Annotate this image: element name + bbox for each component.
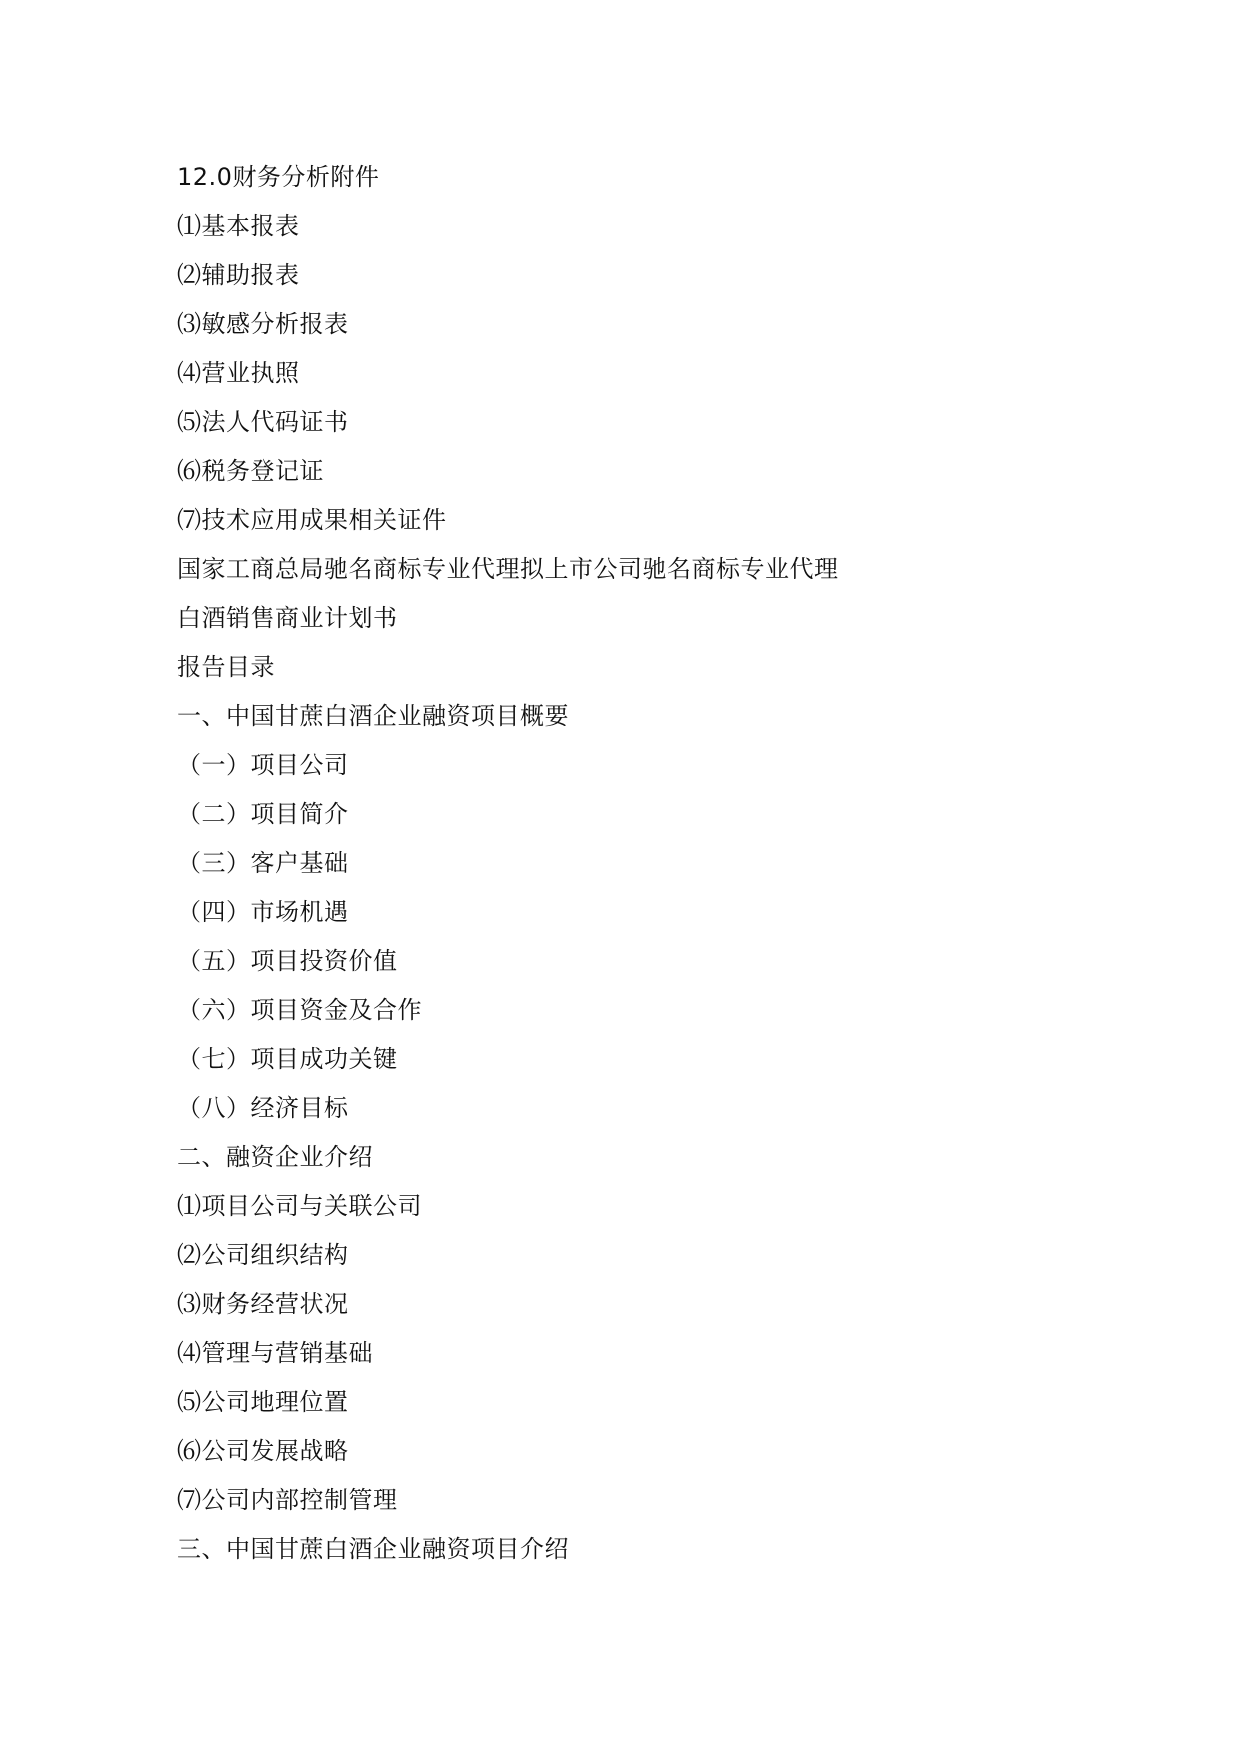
toc-chapter: 一、中国甘蔗白酒企业融资项目概要 [177,702,569,730]
text-line: 12.0财务分析附件 [177,163,380,191]
toc-item: （八）经济目标 [177,1094,349,1122]
document-title: 白酒销售商业计划书 [177,604,398,632]
toc-item: （五）项目投资价值 [177,947,398,975]
toc-item: （三）客户基础 [177,849,349,877]
toc-item: （四）市场机遇 [177,898,349,926]
text-line: ⑷营业执照 [177,359,300,387]
toc-item: ⑸公司地理位置 [177,1388,349,1416]
text-line: ⑺技术应用成果相关证件 [177,506,447,534]
toc-item: ⑶财务经营状况 [177,1290,349,1318]
toc-item: ⑴项目公司与关联公司 [177,1192,422,1220]
toc-item: （六）项目资金及合作 [177,996,422,1024]
text-line: ⑵辅助报表 [177,261,300,289]
toc-item: （七）项目成功关键 [177,1045,398,1073]
toc-item: ⑺公司内部控制管理 [177,1486,398,1514]
text-line: ⑶敏感分析报表 [177,310,349,338]
section-heading: 报告目录 [177,653,275,681]
toc-item: ⑵公司组织结构 [177,1241,349,1269]
toc-item: （二）项目简介 [177,800,349,828]
text-line: ⑴基本报表 [177,212,300,240]
text-line: 国家工商总局驰名商标专业代理拟上市公司驰名商标专业代理 [177,555,839,583]
toc-item: ⑷管理与营销基础 [177,1339,373,1367]
toc-item: （一）项目公司 [177,751,349,779]
text-line: ⑹税务登记证 [177,457,324,485]
toc-chapter: 三、中国甘蔗白酒企业融资项目介绍 [177,1535,569,1563]
document-body [177,153,1177,1574]
toc-chapter: 二、融资企业介绍 [177,1143,373,1171]
text-line: ⑸法人代码证书 [177,408,349,436]
toc-item: ⑹公司发展战略 [177,1437,349,1465]
